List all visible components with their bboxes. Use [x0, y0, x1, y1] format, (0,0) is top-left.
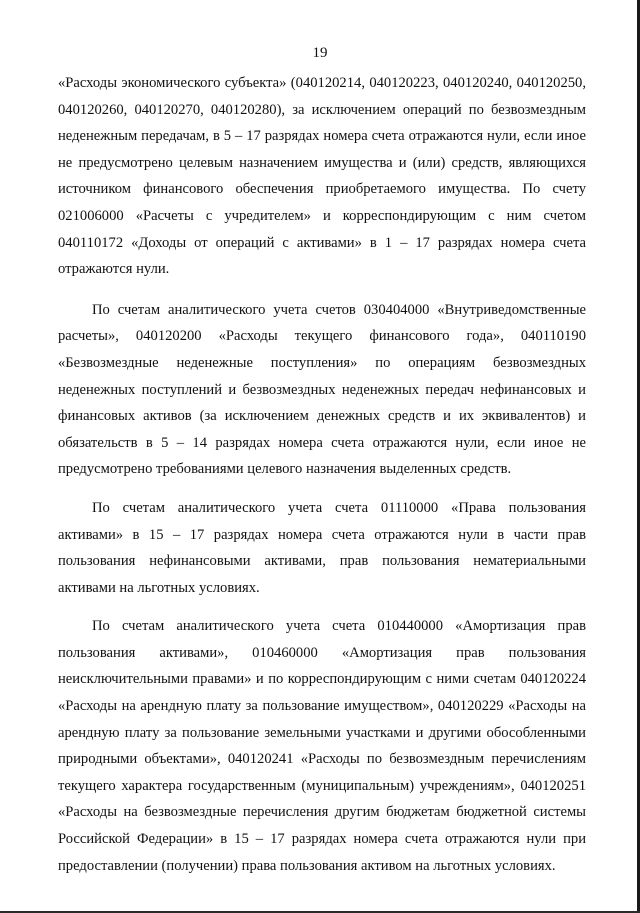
page-number: 19 [312, 45, 328, 61]
paragraph-usage-rights: По счетам аналитического учета счета 01110000 «Права пользования активами» в 15 – 17 разрядах номера счета отражаются нули в части прав пользования нефинансовыми активами, прав пользования нематериальными активами на льготных условиях. [58, 499, 586, 596]
document-body [58, 70, 586, 879]
paragraph-amortization: По счетам аналитического учета счета 010440000 «Амортизация прав пользования активами», 010460000 «Амортизация прав пользования неисключительными правами» и по корреспондирующим с ними счетам 040120224 «Расходы на арендную плату за пользование имуществом», 040120229 «Расходы на арендную плату за пользование земельными участками и другими обособленными природными объектами», 040120241 «Расходы по безвозмездным перечислениям текущего характера государственным (муниципальным) учреждениям», 040120251 «Расходы на безвозмездные перечисления другим бюджетам бюджетной системы Российской Федерации» в 15 – 17 разрядах номера счета отражаются нули при предоставлении (получении) права пользования активом на льготных условиях. [58, 618, 586, 874]
paragraph-continuation: «Расходы экономического субъекта» (040120214, 040120223, 040120240, 040120250, 040120260, 040120270, 040120280), за исключением операций по безвозмездным неденежным передачам, в 5 – 17 разрядах номера счета отражаются нули, если иное не предусмотрено целевым назначением имущества и (или) средств, являющихся источником финансового обеспечения приобретаемого имущества. По счету 021006000 «Расчеты с учредителем» и корреспондирующим с ним счетом 040110172 «Доходы от операций с активами» в 1 – 17 разрядах номера счета отражаются нули. [58, 75, 586, 278]
paragraph-internal-settlements: По счетам аналитического учета счетов 030404000 «Внутриведомственные расчеты», 040120200 «Расходы текущего финансового года», 040110190 «Безвозмездные неденежные поступления» по операциям безвозмездных неденежных поступлений и безвозмездных неденежных передач нефинансовых и финансовых активов (за исключением денежных средств и их эквивалентов) и обязательств в 5 – 14 разрядах номера счета отражаются нули, если иное не предусмотрено требованиями целевого назначения выделенных средств. [58, 301, 586, 478]
